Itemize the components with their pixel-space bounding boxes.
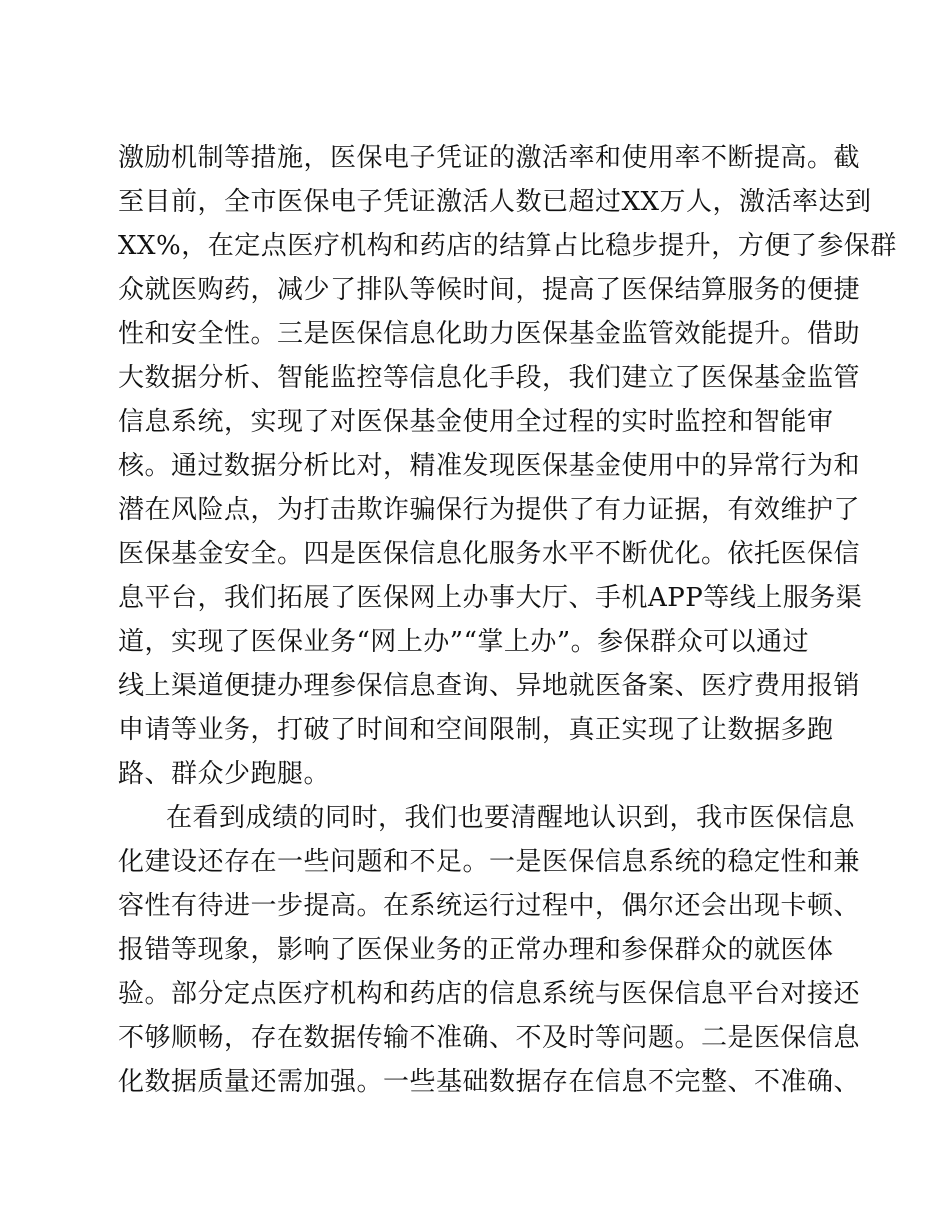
text-line-20: 验。部分定点医疗机构和药店的信息系统与医保信息平台对接还 <box>118 979 861 1009</box>
text-line-22: 化数据质量还需加强。一些基础数据存在信息不完整、不准确、 <box>118 1067 861 1097</box>
text-line-6: 大数据分析、智能监控等信息化手段，我们建立了医保基金监管 <box>118 363 861 393</box>
text-line-10: 医保基金安全。四是医保信息化服务水平不断优化。依托医保信 <box>118 539 861 569</box>
text-line-1: 激励机制等措施，医保电子凭证的激活率和使用率不断提高。截 <box>118 143 861 173</box>
text-line-15: 路、群众少跑腿。 <box>118 759 331 789</box>
text-line-4: 众就医购药，减少了排队等候时间，提高了医保结算服务的便捷 <box>118 275 861 305</box>
text-line-17: 化建设还存在一些问题和不足。一是医保信息系统的稳定性和兼 <box>118 847 861 877</box>
text-line-21: 不够顺畅，存在数据传输不准确、不及时等问题。二是医保信息 <box>118 1023 861 1053</box>
text-line-7: 信息系统，实现了对医保基金使用全过程的实时监控和智能审 <box>118 407 834 437</box>
text-line-16: 在看到成绩的同时，我们也要清醒地认识到，我市医保信息 <box>166 803 856 833</box>
text-line-5: 性和安全性。三是医保信息化助力医保基金监管效能提升。借助 <box>118 319 861 349</box>
text-line-8: 核。通过数据分析比对，精准发现医保基金使用中的异常行为和 <box>118 451 861 481</box>
text-line-13: 线上渠道便捷办理参保信息查询、异地就医备案、医疗费用报销 <box>118 671 861 701</box>
text-line-9: 潜在风险点，为打击欺诈骗保行为提供了有力证据，有效维护了 <box>118 495 861 525</box>
text-line-14: 申请等业务，打破了时间和空间限制，真正实现了让数据多跑 <box>118 715 834 745</box>
text-line-18: 容性有待进一步提高。在系统运行过程中，偶尔还会出现卡顿、 <box>118 891 861 921</box>
text-line-2: 至目前，全市医保电子凭证激活人数已超过XX万人，激活率达到 <box>118 187 872 217</box>
text-line-19: 报错等现象，影响了医保业务的正常办理和参保群众的就医体 <box>118 935 834 965</box>
text-line-11: 息平台，我们拓展了医保网上办事大厅、手机APP等线上服务渠 <box>118 583 863 613</box>
text-line-12: 道，实现了医保业务“网上办”“掌上办”。参保群众可以通过 <box>118 627 810 657</box>
text-line-3: XX%，在定点医疗机构和药店的结算占比稳步提升，方便了参保群 <box>118 231 897 261</box>
